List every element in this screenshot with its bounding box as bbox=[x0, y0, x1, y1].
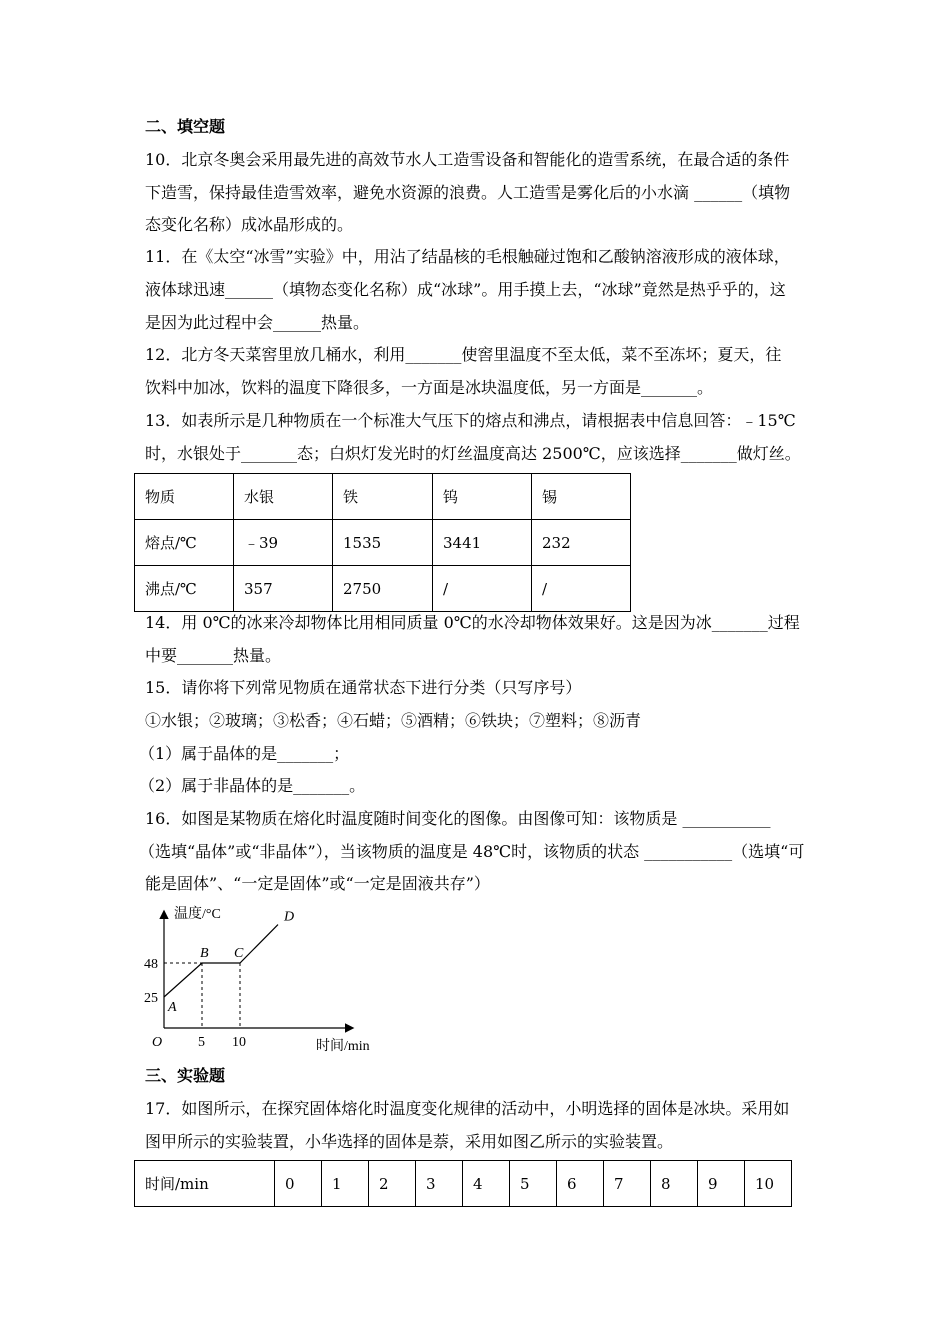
x-tick-label: 10 bbox=[232, 1035, 246, 1050]
table-row bbox=[135, 520, 631, 566]
guide-lines bbox=[164, 963, 240, 1028]
q12-line-2: 饮料中加冰，饮料的温度下降很多，一方面是冰块温度低，另一方面是_______。 bbox=[145, 378, 714, 397]
table-cell: 1 bbox=[322, 1161, 369, 1207]
table-row bbox=[135, 1161, 792, 1207]
table-cell: / bbox=[532, 566, 631, 612]
table-cell: 232 bbox=[532, 520, 631, 566]
q13-line-1: 13．如表所示是几种物质在一个标准大气压下的熔点和沸点，请根据表中信息回答：﹣15℃ bbox=[145, 411, 796, 430]
q15-line-1: 15．请你将下列常见物质在通常状态下进行分类（只写序号） bbox=[145, 678, 582, 697]
q11-line-1: 11．在《太空“冰雪”实验》中，用沾了结晶核的毛根触碰过饱和乙酸钠溶液形成的液体球， bbox=[145, 247, 790, 266]
table-cell: 铁 bbox=[333, 474, 433, 520]
chart-labels bbox=[144, 905, 370, 1054]
y-axis-label: 温度/°C bbox=[174, 907, 221, 922]
point-label: D bbox=[284, 909, 295, 925]
table-cell: 3 bbox=[416, 1161, 463, 1207]
x-tick-label: 5 bbox=[198, 1035, 205, 1050]
y-tick-label: 48 bbox=[144, 957, 158, 972]
table-cell: 1535 bbox=[333, 520, 433, 566]
y-tick-label: 25 bbox=[144, 991, 158, 1006]
table-cell: 6 bbox=[557, 1161, 604, 1207]
x-axis-label: 时间/min bbox=[316, 1039, 370, 1054]
table-cell: 2750 bbox=[333, 566, 433, 612]
table-cell: 4 bbox=[463, 1161, 510, 1207]
q10-line-2: 下造雪，保持最佳造雪效率，避免水资源的浪费。人工造雪是雾化后的小水滴 ______（填物 bbox=[145, 183, 791, 202]
table-cell: 沸点/℃ bbox=[135, 566, 234, 612]
table-cell: 0 bbox=[275, 1161, 322, 1207]
table-cell: 锡 bbox=[532, 474, 631, 520]
table-cell: 3441 bbox=[433, 520, 532, 566]
q10-line-3: 态变化名称）成冰晶形成的。 bbox=[145, 215, 354, 234]
table-cell: 10 bbox=[745, 1161, 792, 1207]
melting-curve-chart bbox=[140, 900, 400, 1060]
point-label: B bbox=[200, 946, 209, 961]
table-cell: 物质 bbox=[135, 474, 234, 520]
melting-boiling-table bbox=[134, 473, 631, 612]
q15-line-4: （2）属于非晶体的是_______。 bbox=[139, 776, 366, 795]
time-table bbox=[134, 1160, 792, 1207]
origin-label: O bbox=[152, 1035, 163, 1050]
table-cell: 钨 bbox=[433, 474, 532, 520]
section-heading-fill-in: 二、填空题 bbox=[145, 117, 226, 136]
q12-line-1: 12．北方冬天菜窖里放几桶水，利用_______使窖里温度不至太低，菜不至冻坏；夏天，往 bbox=[145, 345, 782, 364]
q16-line-3: 能是固体”、“一定是固体”或“一定是固液共存”） bbox=[145, 874, 490, 893]
q10-line-1: 10．北京冬奥会采用最先进的高效节水人工造雪设备和智能化的造雪系统，在最合适的条件 bbox=[145, 150, 790, 169]
q17-line-1: 17．如图所示，在探究固体熔化时温度变化规律的活动中，小明选择的固体是冰块。采用如 bbox=[145, 1099, 790, 1118]
point-label: A bbox=[168, 1000, 177, 1015]
point-label: C bbox=[234, 946, 244, 961]
temperature-curve bbox=[164, 925, 278, 997]
table-cell: 7 bbox=[604, 1161, 651, 1207]
table-cell: 2 bbox=[369, 1161, 416, 1207]
q14-line-2: 中要_______热量。 bbox=[145, 646, 282, 665]
table-cell: 时间/min bbox=[135, 1161, 275, 1207]
q16-line-1: 16．如图是某物质在熔化时温度随时间变化的图像。由图像可知：该物质是 ___________ bbox=[145, 809, 771, 828]
q13-line-2: 时，水银处于_______态；白炽灯发光时的灯丝温度高达 2500℃，应该选择_______做灯丝。 bbox=[145, 444, 801, 463]
table-cell: 357 bbox=[234, 566, 333, 612]
q11-line-2: 液体球迅速______（填物态变化名称）成“冰球”。用手摸上去，“冰球”竟然是热乎乎的，这 bbox=[145, 280, 786, 299]
table-cell: 水银 bbox=[234, 474, 333, 520]
table-row bbox=[135, 474, 631, 520]
table-cell: 5 bbox=[510, 1161, 557, 1207]
table-cell: 9 bbox=[698, 1161, 745, 1207]
q15-line-3: （1）属于晶体的是_______； bbox=[139, 744, 350, 763]
q16-line-2: （选填“晶体”或“非晶体”），当该物质的温度是 48℃时，该物质的状态 ___________（选填“可 bbox=[139, 842, 805, 861]
table-cell: ﹣39 bbox=[234, 520, 333, 566]
q14-line-1: 14．用 0℃的冰来冷却物体比用相同质量 0℃的水冷却物体效果好。这是因为冰_______过程 bbox=[145, 613, 800, 632]
section-heading-experiment: 三、实验题 bbox=[145, 1066, 226, 1085]
q17-line-2: 图甲所示的实验装置，小华选择的固体是萘，采用如图乙所示的实验装置。 bbox=[145, 1132, 674, 1151]
table-cell: 熔点/℃ bbox=[135, 520, 234, 566]
table-cell: / bbox=[433, 566, 532, 612]
table-cell: 8 bbox=[651, 1161, 698, 1207]
q11-line-3: 是因为此过程中会______热量。 bbox=[145, 313, 370, 332]
table-row bbox=[135, 566, 631, 612]
q15-line-2: ①水银；②玻璃；③松香；④石蜡；⑤酒精；⑥铁块；⑦塑料；⑧沥青 bbox=[145, 711, 642, 730]
